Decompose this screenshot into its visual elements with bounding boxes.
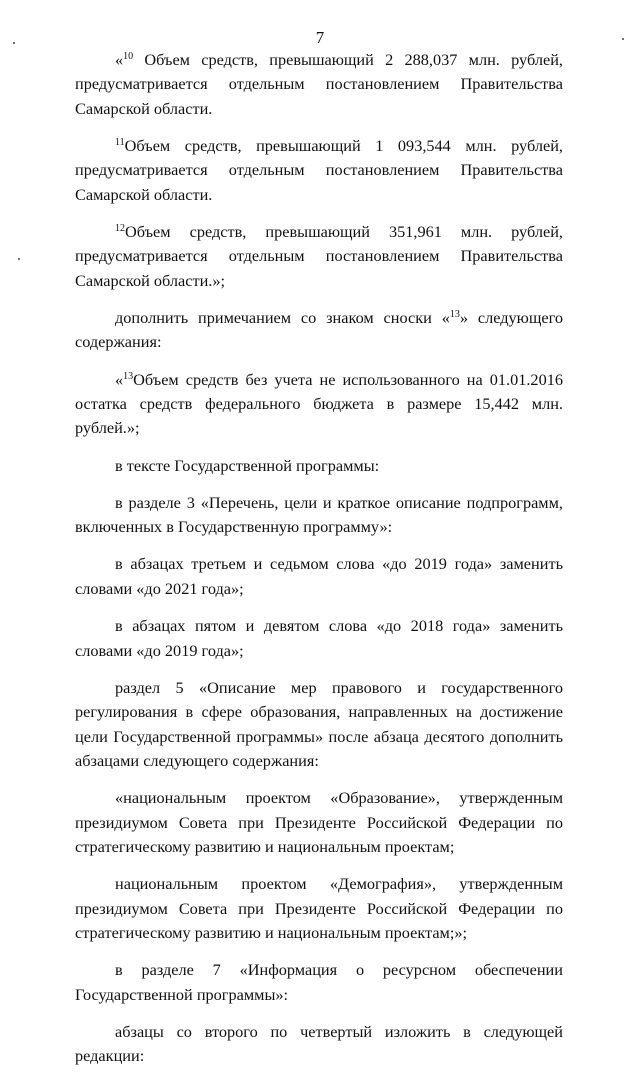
page-number: 7 (315, 28, 325, 47)
paragraph: в тексте Государственной программы: (115, 455, 380, 475)
footnote-mark: 10 (123, 51, 134, 62)
paragraph: «$^{13}$Объем средств без учета не использованного на 01.01.2016 остатка средств федерального бюджета в размере 15,442 млн. рублей.»; (75, 369, 563, 438)
paragraph: раздел 5 «Описание мер правового и государственного регулирования в сфере образования, направленных на достижение цели Государственной программы» после абзаца десятого дополнить абзацами следующего содержания: (75, 677, 563, 770)
paragraph: $^{12}$Объем средств, превышающий 351,961 млн. рублей, предусматривается отдельным постановлением Правительства Самарской области.»; (75, 222, 563, 290)
paragraph: дополнить примечанием со знаком сноски «$^{13}$» следующего содержания: (75, 308, 564, 352)
paragraph: в абзацах третьем и седьмом слова «до 2019 года» заменить словами «до 2021 года»; (75, 554, 563, 598)
document-body (75, 48, 563, 1081)
scan-speck (13, 42, 15, 44)
paragraph: «$^{10}$ Объем средств, превышающий 2 288,037 млн. рублей, предусматривается отдельным постановлением Правительства Самарской области. (75, 50, 563, 118)
paragraph: в абзацах пятом и девятом слова «до 2018 года» заменить словами «до 2019 года»; (75, 616, 563, 660)
paragraph: $^{11}$Объем средств, превышающий 1 093,544 млн. рублей, предусматривается отдельным постановлением Правительства Самарской области. (75, 136, 563, 204)
scan-speck (622, 38, 624, 40)
footnote-mark: 11 (115, 137, 125, 149)
paragraph: национальным проектом «Демография», утвержденным президиумом Совета при Президенте Российской Федерации по стратегическому развитию и национальным проектам;»; (75, 874, 563, 942)
paragraph: абзацы со второго по четвертый изложить в следующей редакции: (75, 1021, 563, 1066)
scan-speck (18, 258, 20, 260)
paragraph: в разделе 7 «Информация о ресурсном обеспечении Государственной программы»: (75, 960, 563, 1004)
paragraph: «национальным проектом «Образование», утвержденным президиумом Совета при Президенте Российской Федерации по стратегическому развитию и национальным проектам; (75, 788, 563, 856)
footnote-mark: 13 (123, 370, 134, 382)
footnote-mark: 12 (115, 223, 125, 235)
footnote-mark: 13 (449, 309, 460, 321)
paragraph: в разделе 3 «Перечень, цели и краткое описание подпрограмм, включенных в Государственную программу»: (75, 492, 563, 537)
